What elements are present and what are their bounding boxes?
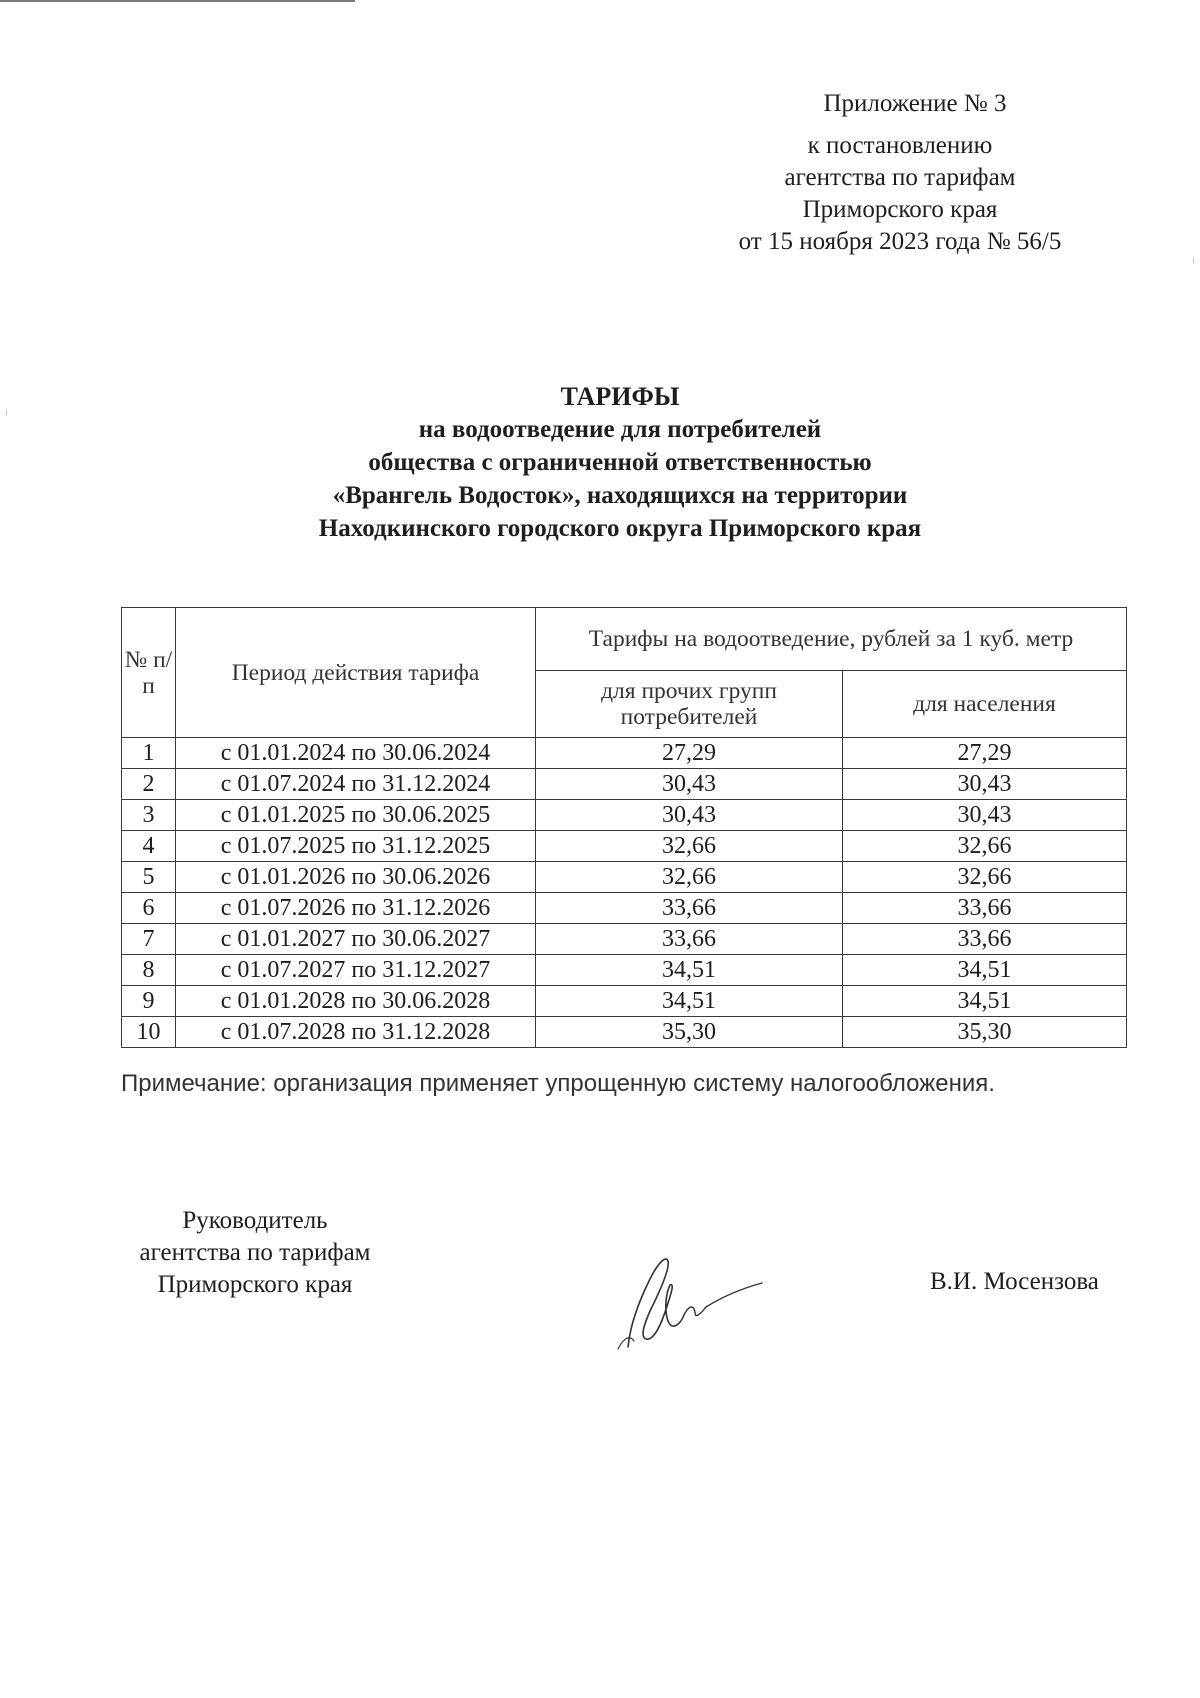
table-row [122, 769, 1127, 800]
table-row [122, 986, 1127, 1017]
cell-num: 7 [122, 924, 176, 955]
cell-num: 9 [122, 986, 176, 1017]
cell-population: 35,30 [843, 1017, 1127, 1048]
header-population: для населения [843, 671, 1127, 738]
cell-period: с 01.07.2024 по 31.12.2024 [176, 769, 536, 800]
table-row [122, 800, 1127, 831]
heading-line: общества с ограниченной ответственностью [368, 449, 872, 476]
cell-num: 3 [122, 800, 176, 831]
signer-name: В.И. Мосензова [930, 1268, 1099, 1295]
cell-population: 30,43 [843, 769, 1127, 800]
signer-position-line: Руководитель [182, 1207, 328, 1234]
cell-num: 4 [122, 831, 176, 862]
cell-period: с 01.01.2024 по 30.06.2024 [176, 738, 536, 769]
table-row [122, 862, 1127, 893]
cell-period: с 01.07.2027 по 31.12.2027 [176, 955, 536, 986]
cell-period: с 01.07.2025 по 31.12.2025 [176, 831, 536, 862]
cell-num: 6 [122, 893, 176, 924]
appendix-line: Приморского края [802, 196, 998, 223]
tariffs-table [121, 607, 1127, 1048]
cell-period: с 01.07.2028 по 31.12.2028 [176, 1017, 536, 1048]
cell-population: 32,66 [843, 862, 1127, 893]
document-heading [0, 380, 1200, 545]
cell-other: 33,66 [536, 924, 843, 955]
cell-other: 34,51 [536, 986, 843, 1017]
cell-num: 10 [122, 1017, 176, 1048]
cell-other: 33,66 [536, 893, 843, 924]
cell-other: 27,29 [536, 738, 843, 769]
cell-period: с 01.01.2027 по 30.06.2027 [176, 924, 536, 955]
cell-other: 30,43 [536, 800, 843, 831]
document-title: ТАРИФЫ [560, 382, 680, 411]
cell-population: 34,51 [843, 955, 1127, 986]
cell-period: с 01.01.2025 по 30.06.2025 [176, 800, 536, 831]
handwritten-signature [610, 1245, 770, 1355]
heading-line: Находкинского городского округа Приморского края [318, 515, 922, 542]
heading-line: на водоотведение для потребителей [418, 416, 822, 443]
cell-population: 30,43 [843, 800, 1127, 831]
appendix-line: к постановлению [807, 132, 993, 159]
table-row [122, 831, 1127, 862]
cell-period: с 01.01.2028 по 30.06.2028 [176, 986, 536, 1017]
header-other-consumers: для прочих групп потребителей [536, 671, 843, 738]
cell-population: 34,51 [843, 986, 1127, 1017]
signer-position [110, 1205, 400, 1301]
cell-period: с 01.07.2026 по 31.12.2026 [176, 893, 536, 924]
scan-edge-mark [0, 0, 355, 2]
cell-num: 1 [122, 738, 176, 769]
heading-line: «Врангель Водосток», находящихся на территории [332, 482, 908, 509]
cell-other: 32,66 [536, 862, 843, 893]
cell-population: 32,66 [843, 831, 1127, 862]
header-tariffs-group: Тарифы на водоотведение, рублей за 1 куб. метр [536, 608, 1127, 671]
cell-other: 32,66 [536, 831, 843, 862]
appendix-title: Приложение № 3 [823, 90, 1007, 117]
cell-population: 33,66 [843, 924, 1127, 955]
table-row [122, 1017, 1127, 1048]
appendix-block [690, 88, 1110, 258]
table-row [122, 924, 1127, 955]
appendix-line: агентства по тарифам [784, 164, 1016, 191]
header-period: Период действия тарифа [176, 608, 536, 738]
cell-num: 8 [122, 955, 176, 986]
cell-population: 27,29 [843, 738, 1127, 769]
cell-other: 35,30 [536, 1017, 843, 1048]
cell-period: с 01.01.2026 по 30.06.2026 [176, 862, 536, 893]
scan-edge-dot [1193, 258, 1194, 264]
table-row [122, 738, 1127, 769]
cell-other: 30,43 [536, 769, 843, 800]
signer-position-line: Приморского края [157, 1271, 353, 1298]
signer-position-line: агентства по тарифам [139, 1239, 371, 1266]
cell-population: 33,66 [843, 893, 1127, 924]
table-row [122, 893, 1127, 924]
note: Примечание: организация применяет упрощенную систему налогообложения. [121, 1070, 995, 1097]
table-row [122, 955, 1127, 986]
appendix-line: от 15 ноября 2023 года № 56/5 [738, 228, 1062, 255]
cell-num: 5 [122, 862, 176, 893]
cell-num: 2 [122, 769, 176, 800]
cell-other: 34,51 [536, 955, 843, 986]
header-num: № п/п [122, 608, 176, 738]
